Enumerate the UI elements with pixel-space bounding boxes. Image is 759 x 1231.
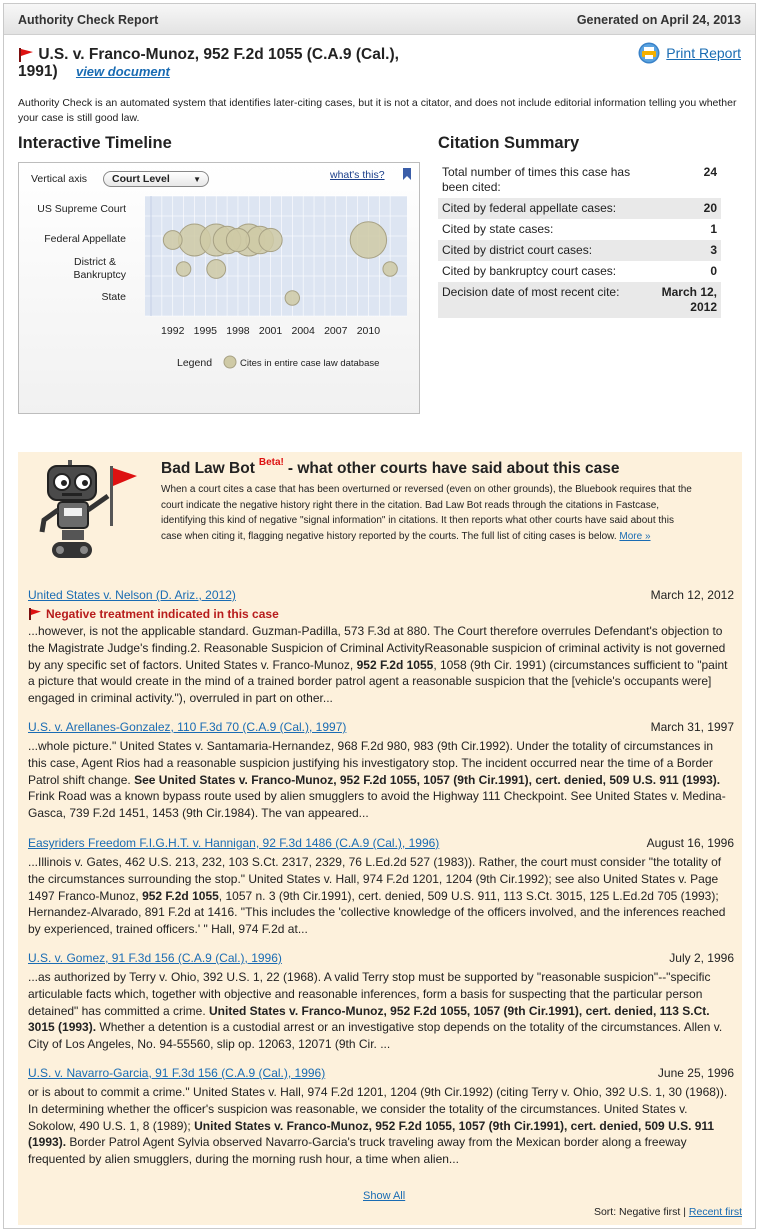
view-document-link[interactable]: view document [75, 64, 170, 79]
citation-case-link[interactable]: U.S. v. Gomez, 91 F.3d 156 (C.A.9 (Cal.), 1996) [28, 951, 282, 965]
summary-label: Cited by federal appellate cases: [442, 201, 617, 215]
x-tick-label: 1995 [193, 325, 218, 337]
citation-case-link[interactable]: U.S. v. Arellanes-Gonzalez, 110 F.3d 70 (C.A.9 (Cal.), 1997) [28, 720, 347, 734]
snippet-text: Border Patrol Agent Sylvia observed Navarro-Garcia's truck traveling away from the Mexican border along a freeway frequented by alien smugglers, during the morning rush hour, a time when alien... [28, 1135, 687, 1167]
bad-law-bot-title [161, 457, 620, 478]
x-tick-label: 1998 [226, 325, 250, 337]
citation-case-link[interactable]: Easyriders Freedom F.I.G.H.T. v. Hannigan, 92 F.3d 1486 (C.A.9 (Cal.), 1996) [28, 836, 440, 850]
bad-law-bot-panel [18, 452, 742, 1225]
report-title: Authority Check Report [18, 13, 159, 27]
summary-value: 24 [703, 165, 717, 179]
x-tick-label: 2001 [258, 325, 283, 337]
summary-label: Total number of times this case has been cited: [442, 165, 631, 194]
snippet-text: ...Illinois v. Gates, 462 U.S. 213, 232, 103 S.Ct. 2317, 2329, 76 L.Ed.2d 527 (1983)). Rather, the court must consider "the totality of the circumstances surrounding the stop." United States v. Hall, 974 F.2d 1201, 1204 (9th Cir.1992); see also United States v. Page 1497 Franco-Munoz, [28, 855, 722, 903]
snippet-text: ...as authorized by Terry v. Ohio, 392 U.S. 1, 22 (1968). A valid Terry stop must be supported by "reasonable suspicion"--"specific articulable facts which, together with objective and reasonable inferences, form a basis for suspecting that the particular person detained" has committed a crime. [28, 970, 711, 1018]
snippet-cite: United States v. Franco-Munoz, 952 F.2d 1055, 1057 (9th Cir.1991), cert. denied, 509 U.S. 911 (1993). [28, 1118, 715, 1150]
x-tick-label: 2004 [291, 325, 315, 337]
citation-case-link[interactable]: United States v. Nelson (D. Ariz., 2012) [28, 588, 236, 602]
chevron-down-icon: ▼ [193, 175, 201, 184]
interactive-timeline [18, 162, 420, 414]
sort-label: Sort: Negative first | [593, 1206, 686, 1218]
snippet-text: , 1057 n. 3 (9th Cir.1991), cert. denied, 509 U.S. 911, 113 S.Ct. 3015, 125 L.Ed.2d 705 (1993); Hernandez-Alvarado, 891 F.2d at 1416. "This includes the 'collective knowledge of the officers involved, and the inferences reached by experienced, trained officers.' " Hall, 974 F.2d at... [28, 888, 726, 937]
chart-y-axis [37, 203, 126, 303]
x-tick-label: 2010 [356, 325, 381, 337]
summary-label: Decision date of most recent cite: [442, 285, 620, 299]
citation-date: March 12, 2012 [650, 588, 734, 602]
snippet-text: Whether a detention is a custodial arrest or an investigative stop depends on the totality of the circumstances. Allen v. City of Los Angeles, No. 94-55560, slip op. 12063, 12071 (9th Cir. ... [28, 1020, 723, 1052]
case-title-line1: U.S. v. Franco-Munoz, 952 F.2d 1055 (C.A.9 (Cal.), [38, 46, 399, 63]
citation-snippet [28, 738, 734, 822]
y-label-supreme: US Supreme Court [37, 203, 126, 215]
bad-law-bot-description-text: When a court cites a case that has been overturned or reversed (even on other grounds), the Bluebook requires that the court indicate the negative history right there in the citation. Bad Law Bot reads through the citations in Fastcase, identifying this kind of negative "signal information" in citations. It then reports what other courts have said about this case when citing it, flagging negative history reported by the courts. The full list of citing cases is below. [161, 484, 692, 542]
x-tick-label: 1992 [161, 325, 185, 337]
more-link[interactable]: More » [619, 530, 651, 542]
timeline-heading: Interactive Timeline [18, 134, 172, 152]
cite-bubble[interactable] [207, 260, 226, 279]
sort-controls [594, 1206, 742, 1218]
citation-snippet [28, 623, 734, 707]
citation-header [28, 1066, 734, 1081]
cite-bubble[interactable] [259, 228, 282, 251]
y-label-federal: Federal Appellate [44, 233, 126, 245]
summary-row-state [438, 219, 721, 240]
cite-bubble[interactable] [383, 262, 397, 276]
show-all-link[interactable]: Show All [363, 1190, 406, 1202]
summary-heading: Citation Summary [438, 134, 580, 152]
snippet-cite: See United States v. Franco-Munoz, 952 F.2d 1055, 1057 (9th Cir.1991), cert. denied, 509 U.S. 911 (1993). [134, 772, 721, 787]
bookmark-icon[interactable] [400, 167, 414, 181]
summary-label: Cited by district court cases: [442, 243, 593, 257]
bad-law-bot-robot-icon [32, 456, 152, 566]
cite-bubble[interactable] [226, 228, 249, 251]
court-level-select-value: Court Level [112, 173, 170, 185]
summary-row-district [438, 240, 721, 261]
legend-label: Legend [177, 357, 213, 369]
snippet-text: , 1058 (9th Cir. 1991) (circumstances sufficient to "paint a picture that would create in the mind of a trained border patrol agent a reasonable suspicion that the [vehicle's occupants were] engaged in criminal activity."), overruled in part on other... [28, 657, 728, 706]
cite-bubble[interactable] [285, 291, 299, 305]
legend-swatch [224, 356, 236, 368]
bad-law-bot-name: Bad Law Bot [161, 460, 255, 477]
whats-this-link[interactable]: what's this? [330, 169, 385, 181]
summary-row-bankruptcy [438, 261, 721, 282]
bad-law-bot-description [161, 482, 696, 544]
snippet-cite: 952 F.2d 1055 [356, 657, 434, 672]
citation-snippet [28, 969, 734, 1053]
report-frame [3, 3, 756, 1229]
snippet-text: Frink Road was a known bypass route used by alien smugglers to avoid the Highway 111 Checkpoint. See United States v. Medina-Gasca, 739 F.2d 1451, 1453 (9th Cir.1984). The van appeared... [28, 789, 726, 821]
summary-value: 1 [710, 222, 717, 236]
chart-x-axis [161, 325, 380, 337]
chart-legend [177, 356, 379, 369]
case-title [18, 46, 448, 80]
cite-bubble[interactable] [176, 262, 190, 276]
summary-value: 20 [703, 201, 717, 215]
snippet-text: or is about to commit a crime." United States v. Hall, 974 F.2d 1201, 1204 (9th Cir.1992) (citing Terry v. Ohio, 392 U.S. 1, 30 (1968)). In determining whether the officer's suspicion was reasonable, we consider the totality of the circumstances. United States v. Sokolow, 490 U.S. 1, 8 (1989); [28, 1085, 728, 1133]
snippet-cite: 952 F.2d 1055 [142, 888, 219, 903]
disclaimer-text: Authority Check is an automated system that identifies later-citing cases, but it is not a citator, and does not include editorial information telling you whether your case is still good law. [18, 97, 737, 124]
snippet-text: ...however, is not the applicable standard. Guzman-Padilla, 573 F.3d at 880. The Court therefore overrules Defendant's objection to the Magistrate Judge's finding.2. Reasonable Suspicion of Criminal ActivityReasonable suspicion of criminal activity is not governed by any specific set of factors. United States v. Franco-Munoz, [28, 624, 726, 672]
y-label-state: State [101, 291, 126, 303]
summary-value: 0 [710, 264, 717, 278]
cite-bubble[interactable] [163, 231, 182, 250]
negative-treatment-flag [28, 607, 734, 621]
summary-value: 3 [710, 243, 717, 257]
case-heading [18, 46, 448, 80]
case-title-line2: 1991) [18, 63, 58, 80]
report-header-bar [4, 4, 755, 35]
vertical-axis-label: Vertical axis [31, 173, 88, 185]
printer-icon [638, 42, 660, 64]
citation-date: July 2, 1996 [669, 951, 734, 965]
citation-item [28, 588, 734, 707]
y-label-district: District & [74, 256, 116, 268]
citation-item [28, 836, 734, 938]
citation-snippet [28, 1084, 734, 1168]
y-label-bankruptcy: Bankruptcy [73, 269, 126, 281]
print-report-link[interactable]: Print Report [666, 45, 741, 61]
citation-snippet [28, 854, 734, 938]
summary-value: March 12, 2012 [661, 285, 717, 314]
generated-date: Generated on April 24, 2013 [576, 13, 741, 27]
print-report[interactable] [638, 42, 741, 64]
summary-label: Cited by state cases: [442, 222, 554, 236]
citation-header [28, 588, 734, 603]
cite-bubble[interactable] [350, 222, 386, 258]
negative-treatment-label: Negative treatment indicated in this case [46, 607, 279, 621]
citation-header [28, 720, 734, 735]
citation-date: August 16, 1996 [646, 836, 734, 850]
snippet-cite: United States v. Franco-Munoz, 952 F.2d 1055, 1057 (9th Cir.1991), cert. denied, 113 S.Ct. 3015 (1993). [28, 1003, 710, 1035]
citation-header [28, 836, 734, 851]
citation-item [28, 951, 734, 1053]
citation-header [28, 951, 734, 966]
citation-date: March 31, 1997 [650, 720, 734, 734]
bad-law-bot-subtitle: - what other courts have said about this case [287, 460, 620, 477]
citation-date: June 25, 1996 [657, 1066, 734, 1080]
citation-summary-table [438, 162, 721, 318]
citation-case-link[interactable]: U.S. v. Navarro-Garcia, 91 F.3d 156 (C.A.9 (Cal.), 1996) [28, 1066, 326, 1080]
x-tick-label: 2007 [324, 325, 348, 337]
citation-item [28, 1066, 734, 1168]
beta-badge: Beta! [258, 457, 284, 468]
summary-row-total [438, 162, 721, 198]
summary-label: Cited by bankruptcy court cases: [442, 264, 617, 278]
summary-row-recent [438, 282, 721, 318]
snippet-text: ...whole picture." United States v. Santamaria-Hernandez, 968 F.2d 980, 983 (9th Cir.1992). Under the totality of circumstances in this case, Agent Rios had a reasonable suspicion justifying his investigatory stop. The incident occurred near the time of a Border Patrol shift change. [28, 739, 714, 787]
legend-item: Cites in entire case law database [240, 358, 380, 369]
timeline-chart [19, 183, 419, 413]
red-flag-icon [18, 48, 34, 62]
summary-row-federal [438, 198, 721, 219]
red-flag-icon [28, 608, 42, 620]
citation-item [28, 720, 734, 822]
recent-first-link[interactable]: Recent first [688, 1206, 742, 1218]
